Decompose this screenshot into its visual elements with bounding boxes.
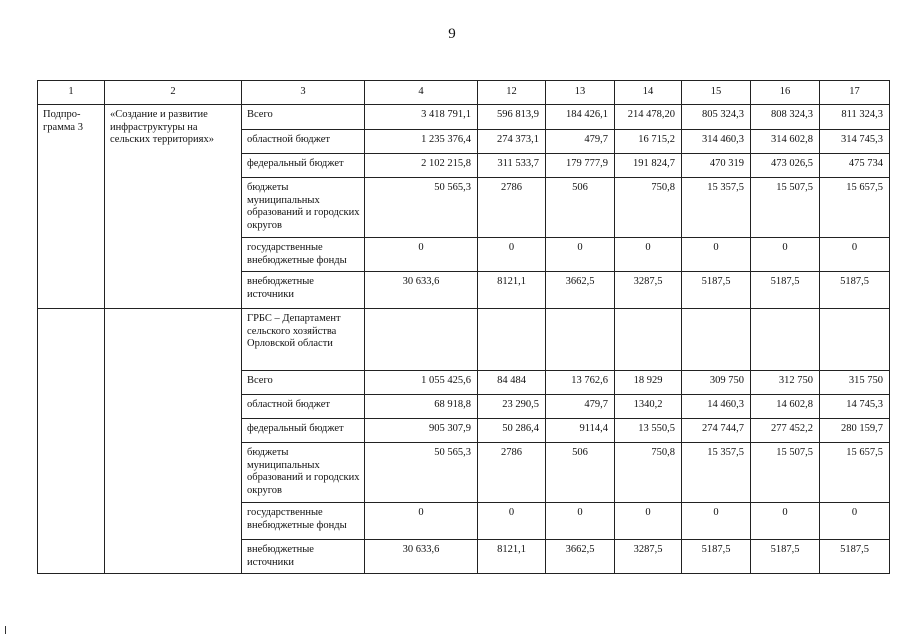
value-cell: 311 533,7 [497,158,539,169]
value-cell: 596 813,9 [497,109,539,120]
value-cell: 506 [572,447,588,458]
value-cell: 30 633,6 [402,276,440,287]
value-cell: 30 633,6 [402,544,440,555]
value-cell: 0 [851,242,858,253]
value-cell: 179 777,9 [566,158,608,169]
row-label: областной бюджет [247,399,330,410]
value-cell: 0 [645,242,651,253]
value-cell: 905 307,9 [429,423,471,434]
program-name-cell [105,105,242,309]
table-row [38,309,890,371]
value-cell: 805 324,3 [702,109,744,120]
header-cell: 2 [105,81,242,105]
value-cell: 0 [645,507,651,518]
table-row [38,105,890,130]
value-cell: 475 734 [848,158,883,169]
value-cell: 15 507,5 [776,447,813,458]
value-cell: 309 750 [709,375,744,386]
value-cell: 15 507,5 [776,182,813,193]
value-cell: 2 102 215,8 [421,158,471,169]
grbs-label: ГРБС – Департамент сельского хозяйства Орловской области [247,313,341,349]
value-cell: 750,8 [651,447,675,458]
value-cell: 8121,1 [497,544,526,555]
header-cell: 13 [546,81,615,105]
value-cell: 0 [713,507,719,518]
program-code: Подпро-грамма 3 [43,109,83,133]
value-cell: 506 [572,182,588,193]
value-cell: 0 [508,242,515,253]
row-label: федеральный бюджет [247,423,344,434]
value-cell: 1 055 425,6 [421,375,471,386]
row-label: бюджеты муниципальных образований и городских округов [247,182,360,231]
table-header-row [38,81,890,105]
value-cell: 5187,5 [770,544,800,555]
value-cell: 274 744,7 [702,423,744,434]
value-cell: 274 373,1 [497,134,539,145]
value-cell: 5187,5 [840,276,869,287]
value-cell: 0 [851,507,858,518]
row-label: федеральный бюджет [247,158,344,169]
value-cell: 811 324,3 [841,109,883,120]
value-cell: 15 357,5 [707,182,744,193]
value-cell: 15 357,5 [707,447,744,458]
value-cell: 0 [418,242,424,253]
empty-name-cell [105,309,242,574]
value-cell: 0 [577,507,583,518]
value-cell: 68 918,8 [434,399,471,410]
value-cell: 13 762,6 [571,375,608,386]
row-label: областной бюджет [247,134,330,145]
value-cell: 84 484 [497,375,526,386]
value-cell: 14 745,3 [846,399,883,410]
value-cell: 14 602,8 [776,399,813,410]
value-cell: 280 159,7 [841,423,883,434]
value-cell: 1 235 376,4 [421,134,471,145]
value-cell: 9114,4 [579,423,608,434]
value-cell: 16 715,2 [638,134,675,145]
row-label: Всего [247,109,273,120]
value-cell: 314 460,3 [702,134,744,145]
scan-mark [5,626,6,634]
page-number: 9 [448,26,456,42]
value-cell: 479,7 [584,134,608,145]
row-label: бюджеты муниципальных образований и городских округов [247,447,360,496]
value-cell: 50 286,4 [502,423,539,434]
row-label: государственные внебюджетные фонды [247,242,347,266]
value-cell: 312 750 [778,375,813,386]
value-cell: 470 319 [709,158,744,169]
value-cell: 0 [508,507,515,518]
value-cell: 315 750 [848,375,883,386]
row-label: внебюджетные источники [247,276,314,300]
value-cell: 277 452,2 [771,423,813,434]
value-cell: 5187,5 [701,276,731,287]
value-cell: 3662,5 [565,276,595,287]
value-cell: 314 745,3 [841,134,883,145]
value-cell: 473 026,5 [771,158,813,169]
value-cell: 2786 [501,447,522,458]
value-cell: 314 602,8 [771,134,813,145]
budget-table [37,80,890,574]
value-cell: 0 [418,507,424,518]
value-cell: 3287,5 [633,544,663,555]
program-code-cell [38,105,105,309]
row-label: государственные внебюджетные фонды [247,507,347,531]
header-cell: 14 [615,81,682,105]
value-cell: 191 824,7 [633,158,675,169]
value-cell: 0 [782,507,788,518]
value-cell: 13 550,5 [638,423,675,434]
value-cell: 15 657,5 [846,182,883,193]
value-cell: 23 290,5 [502,399,539,410]
value-cell: 1340,2 [633,399,663,410]
empty-code-cell [38,309,105,574]
value-cell: 184 426,1 [566,109,608,120]
header-cell: 16 [751,81,820,105]
header-cell: 4 [365,81,478,105]
value-cell: 5187,5 [770,276,800,287]
value-cell: 214 478,20 [627,109,675,120]
value-cell: 750,8 [651,182,675,193]
value-cell: 5187,5 [840,544,869,555]
value-cell: 3662,5 [565,544,595,555]
program-name: «Создание и развитие инфраструктуры на сельских территориях» [110,109,215,145]
value-cell: 0 [577,242,583,253]
value-cell: 3 418 791,1 [421,109,471,120]
header-cell: 12 [478,81,546,105]
value-cell: 0 [782,242,788,253]
value-cell: 479,7 [584,399,608,410]
header-cell: 1 [38,81,105,105]
value-cell: 2786 [501,182,522,193]
value-cell: 808 324,3 [771,109,813,120]
value-cell: 14 460,3 [707,399,744,410]
value-cell: 50 565,3 [434,447,471,458]
header-cell: 3 [242,81,365,105]
value-cell: 50 565,3 [434,182,471,193]
row-label: Всего [247,375,273,386]
header-cell: 17 [820,81,890,105]
value-cell: 3287,5 [633,276,663,287]
value-cell: 0 [713,242,719,253]
row-label: внебюджетные источники [247,544,314,568]
value-cell: 8121,1 [497,276,526,287]
value-cell: 15 657,5 [846,447,883,458]
value-cell: 5187,5 [701,544,731,555]
value-cell: 18 929 [633,375,663,386]
header-cell: 15 [682,81,751,105]
